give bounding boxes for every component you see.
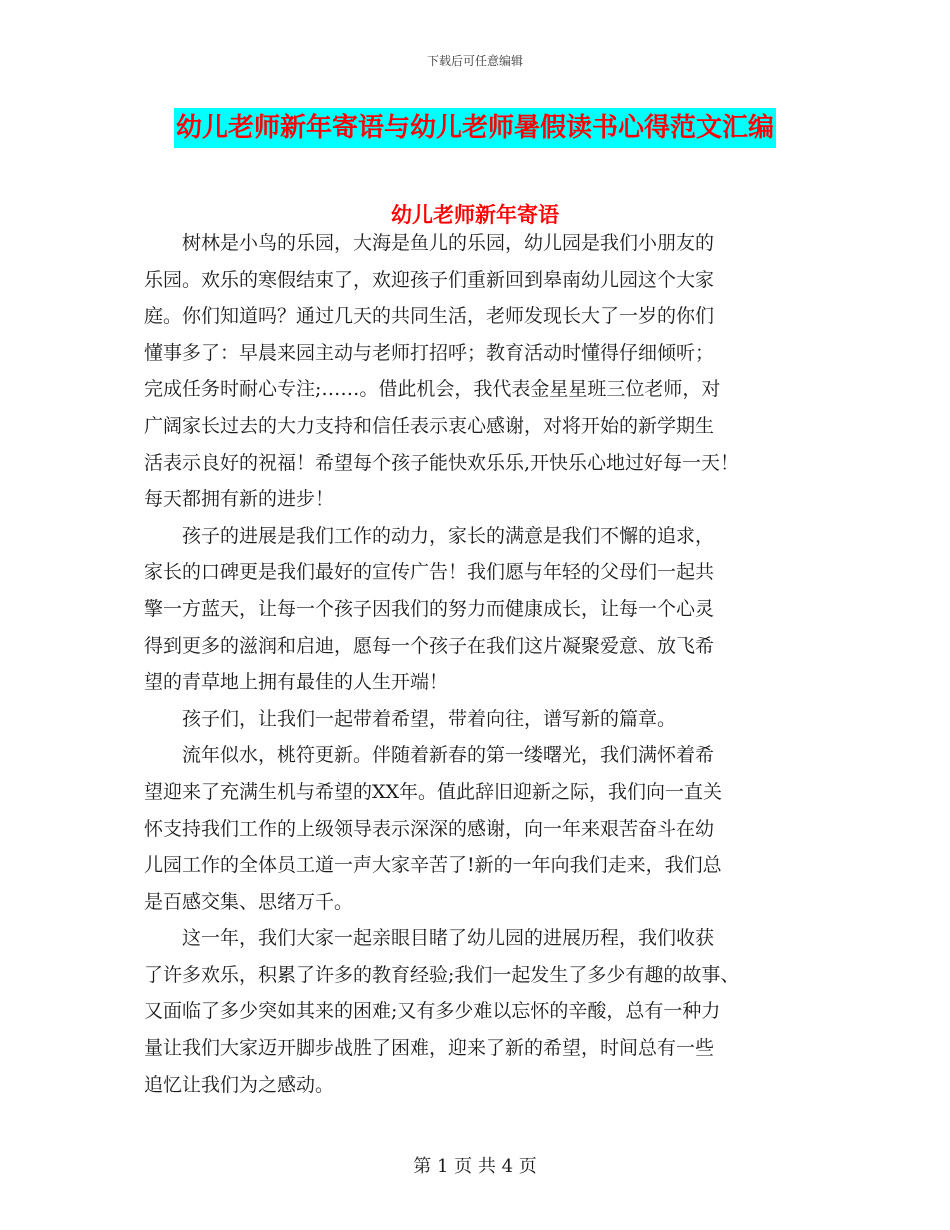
paragraph-line: 得到更多的滋润和启迪，愿每一个孩子在我们这片凝聚爱意、放飞希 xyxy=(144,634,715,657)
paragraph-line: 怀支持我们工作的上级领导表示深深的感谢，向一年来艰苦奋斗在幼 xyxy=(144,817,715,840)
paragraph-line: 流年似水，桃符更新。伴随着新春的第一缕曙光，我们满怀着希 xyxy=(144,744,715,767)
paragraph-line: 儿园工作的全体员工道一声大家辛苦了!新的一年向我们走来，我们总 xyxy=(144,854,722,877)
paragraph-line: 望迎来了充满生机与希望的XX年。值此辞旧迎新之际，我们向一直关 xyxy=(144,780,723,803)
document-body xyxy=(144,225,814,1103)
paragraph-line: 家长的口碑更是我们最好的宣传广告！我们愿与年轻的父母们一起共 xyxy=(144,561,715,584)
paragraph-line: 每天都拥有新的进步！ xyxy=(144,488,335,511)
header-note: 下载后可任意编辑 xyxy=(426,54,523,68)
paragraph xyxy=(144,920,814,1103)
paragraph-line: 量让我们大家迈开脚步战胜了困难，迎来了新的希望，时间总有一些 xyxy=(144,1037,715,1060)
paragraph-line: 又面临了多少突如其来的困难;又有多少难以忘怀的辛酸，总有一种力 xyxy=(144,1000,721,1023)
paragraph xyxy=(144,737,814,920)
paragraph-line: 树林是小鸟的乐园，大海是鱼儿的乐园，幼儿园是我们小朋友的 xyxy=(144,232,715,254)
paragraph-line: 广阔家长过去的大力支持和信任表示衷心感谢，对将开始的新学期生 xyxy=(144,414,715,437)
paragraph-line: 是百感交集、思绪万千。 xyxy=(144,890,354,913)
paragraph-line: 这一年，我们大家一起亲眼目睹了幼儿园的进展历程，我们收获 xyxy=(144,927,715,950)
paragraph-line: 孩子们，让我们一起带着希望，带着向往，谱写新的篇章。 xyxy=(144,707,677,730)
main-title-container xyxy=(0,108,950,148)
paragraph-line: 了许多欢乐，积累了许多的教育经验;我们一起发生了多少有趣的故事、 xyxy=(144,963,740,986)
paragraph-line: 孩子的进展是我们工作的动力，家长的满意是我们不懈的追求， xyxy=(144,524,715,547)
paragraph-line: 完成任务时耐心专注;……。借此机会，我代表金星星班三位老师，对 xyxy=(144,378,721,401)
section-title: 幼儿老师新年寄语 xyxy=(391,202,559,227)
paragraph xyxy=(144,225,814,518)
paragraph-line: 擎一方蓝天，让每一个孩子因我们的努力而健康成长，让每一个心灵 xyxy=(144,597,715,620)
paragraph-line: 望的青草地上拥有最佳的人生开端！ xyxy=(144,671,449,694)
paragraph xyxy=(144,518,814,701)
paragraph xyxy=(144,701,814,738)
page-footer: 第 1 页 共 4 页 xyxy=(413,1156,537,1177)
paragraph-line: 懂事多了：早晨来园主动与老师打招呼；教育活动时懂得仔细倾听； xyxy=(144,341,715,364)
main-title: 幼儿老师新年寄语与幼儿老师暑假读书心得范文汇编 xyxy=(174,108,776,148)
paragraph-line: 追忆让我们为之感动。 xyxy=(144,1073,335,1096)
paragraph-line: 活表示良好的祝福！希望每个孩子能快欢乐乐,开快乐心地过好每一天！ xyxy=(144,451,740,474)
paragraph-line: 庭。你们知道吗？通过几天的共同生活，老师发现长大了一岁的你们 xyxy=(144,305,715,328)
paragraph-line: 乐园。欢乐的寒假结束了，欢迎孩子们重新回到皋南幼儿园这个大家 xyxy=(144,268,715,291)
